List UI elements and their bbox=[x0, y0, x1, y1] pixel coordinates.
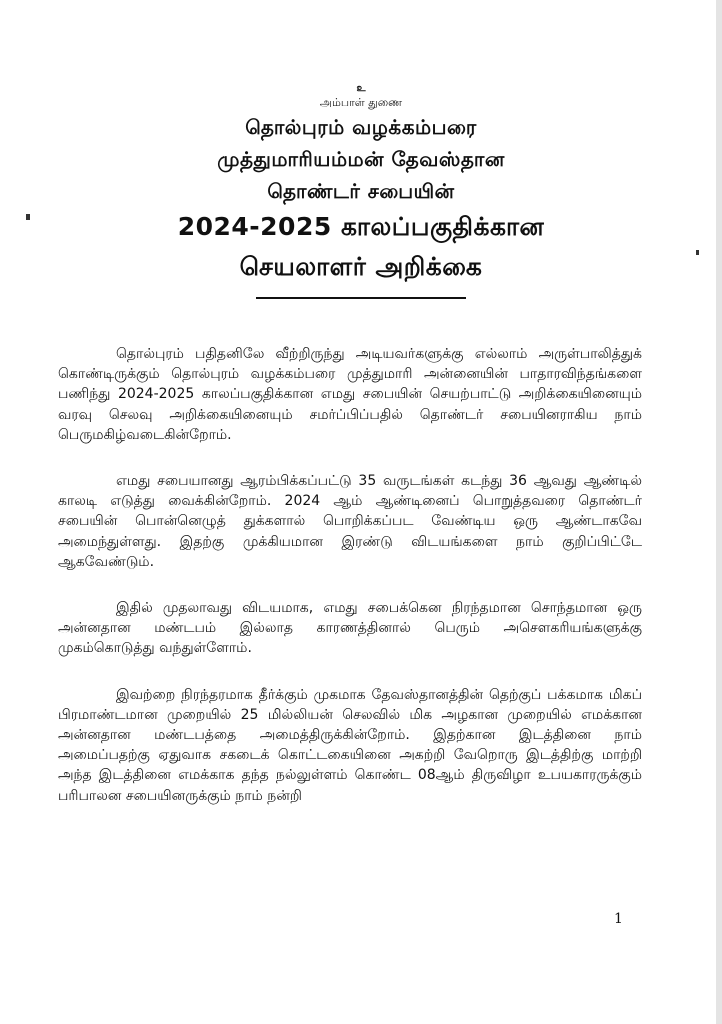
deity-invocation: அம்பாள் துணை bbox=[319, 96, 403, 109]
page-number: 1 bbox=[614, 911, 623, 927]
title-village: தொல்புரம் வழக்கம்பரை bbox=[245, 115, 477, 139]
title-period: 2024-2025 காலப்பகுதிக்கான bbox=[177, 212, 545, 241]
pillaiyar-suli-mark: உ bbox=[356, 83, 366, 94]
paragraph-anniversary: எமது சபையானது ஆரம்பிக்கப்பட்டு 35 வருடங்கள் கடந்து 36 ஆவது ஆண்டில் காலடி எடுத்து வைக்கின்றோம். 2024 ஆம் ஆண்டினைப் பொறுத்தவரை தொண்டர் சபையின் பொன்னெழுத் துக்களால் பொறிக்கப்பட வேண்டிய ஒரு ஆண்டாகவே அமைந்துள்ளது. இதற்கு முக்கியமான இரண்டு விடயங்களை நாம் குறிப்பிட்டே ஆகவேண்டும். bbox=[58, 473, 642, 570]
document-header bbox=[0, 82, 722, 299]
report-body bbox=[58, 344, 642, 832]
title-underline bbox=[256, 297, 466, 299]
title-committee: தொண்டர் சபையின் bbox=[267, 179, 455, 203]
title-temple: முத்துமாரியம்மன் தேவஸ்தான bbox=[217, 147, 505, 171]
title-report: செயலாளர் அறிக்கை bbox=[239, 252, 483, 281]
paragraph-first-matter: இதில் முதலாவது விடயமாக, எமது சபைக்கென நிரந்தமான சொந்தமான ஒரு அன்னதான மண்டபம் இல்லாத காரணத்தினால் பெரும் அசௌகரியங்களுக்கு முகம்கொடுத்து வந்துள்ளோம். bbox=[58, 600, 642, 657]
paragraph-intro: தொல்புரம் பதிதனிலே வீற்றிருந்து அடியவர்களுக்கு எல்லாம் அருள்பாலித்துக் கொண்டிருக்கும் தொல்புரம் வழக்கம்பரை முத்துமாரி அன்னையின் பாதாரவிந்தங்களை பணிந்து 2024-2025 காலப்பகுதிக்கான எமது சபையின் செயற்பாட்டு அறிக்கையினையும் வரவு செலவு அறிக்கையினையும் சமர்ப்பிப்பதில் தொண்டர் சபையினராகிய நாம் பெருமகிழ்வடைகின்றோம். bbox=[58, 346, 642, 443]
paragraph-hall-construction: இவற்றை நிரந்தரமாக தீர்க்கும் முகமாக தேவஸ்தானத்தின் தெற்குப் பக்கமாக மிகப் பிரமாண்டமான முறையில் 25 மில்லியன் செலவில் மிக அழகான முறையில் எமக்கான அன்னதான மண்டபத்தை அமைத்திருக்கின்றோம். இதற்கான இடத்தினை நாம் அமைப்பதற்கு ஏதுவாக சகடைக் கொட்டகையினை அகற்றி வேறொரு இடத்திற்கு மாற்றி அந்த இடத்தினை எமக்காக தந்த நல்லுள்ளம் கொண்ட 08ஆம் திருவிழா உபயகாரருக்கும் பரிபாலன சபையினருக்கும் நாம் நன்றி bbox=[58, 686, 642, 804]
